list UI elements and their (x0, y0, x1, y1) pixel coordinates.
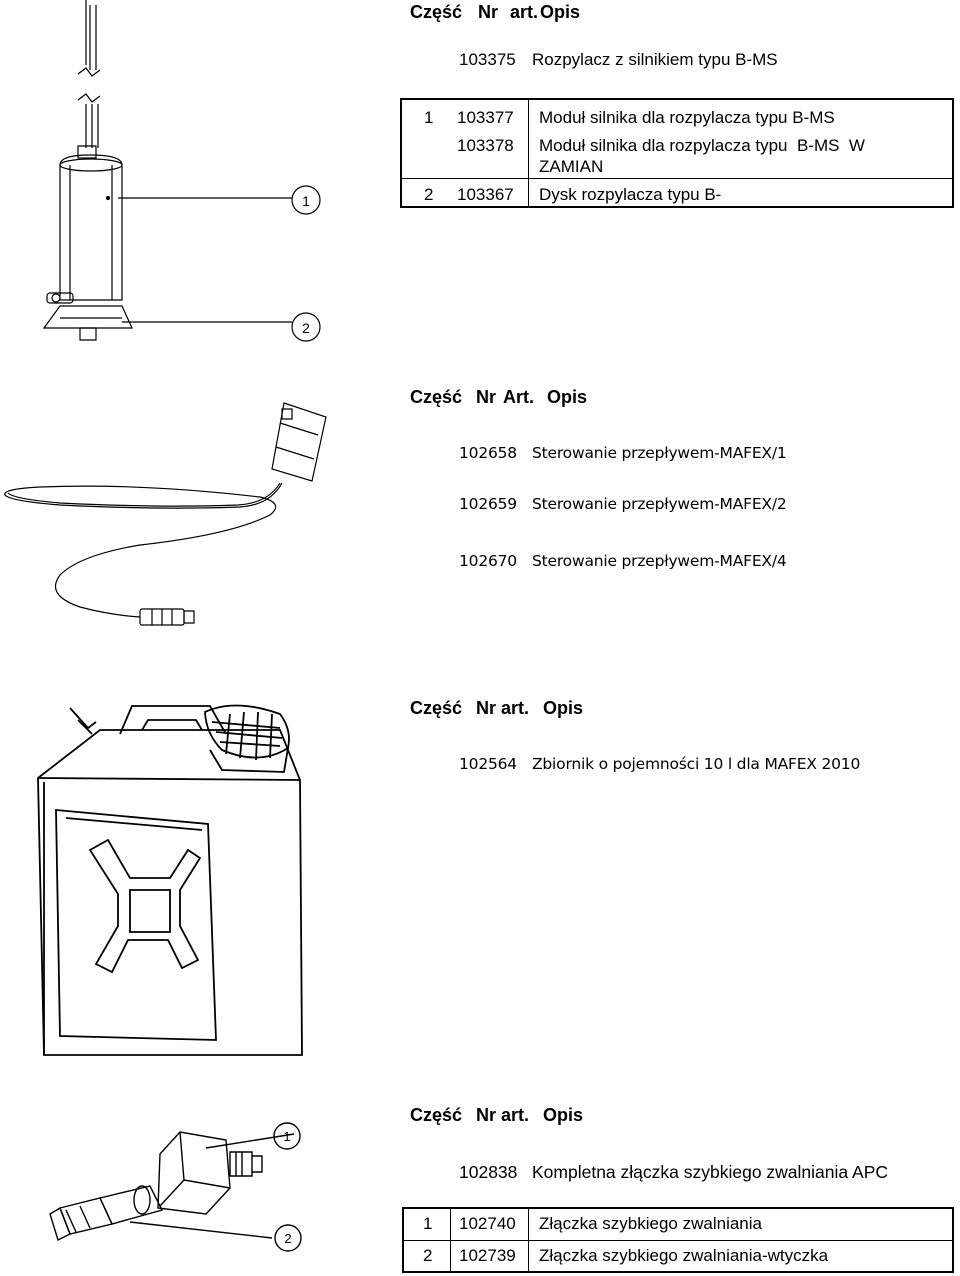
table-row-desc: Moduł silnika dla rozpylacza typu B-MS (539, 108, 835, 127)
table-row-art: 103378 (457, 136, 514, 155)
table-row-art: 102740 (459, 1214, 516, 1233)
header-part: Część (410, 1105, 463, 1125)
jerrycan-drawing (30, 700, 340, 1070)
main-description: Rozpylacz z silnikiem typu B-MS (532, 50, 778, 69)
table-row-desc: Złączka szybkiego zwalniania-wtyczka (539, 1246, 829, 1265)
list-item-desc: Sterowanie przepływem-MAFEX/2 (532, 495, 787, 513)
table-row-part: 2 (424, 185, 434, 204)
list-item-art: 102659 (459, 495, 517, 513)
header-nr: Nr (476, 387, 497, 407)
header-desc: Opis (540, 2, 581, 22)
main-art-number: 102838 (459, 1162, 518, 1182)
header-art: art. (510, 2, 539, 22)
table-row-desc: Złączka szybkiego zwalniania (539, 1214, 762, 1233)
header-part: Część (410, 387, 463, 407)
callout-1-label: 1 (302, 193, 310, 209)
table-row-art: 102739 (459, 1246, 516, 1265)
list-item-desc: Sterowanie przepływem-MAFEX/4 (532, 552, 787, 570)
header-desc: Opis (547, 387, 588, 407)
flow-control-cable-drawing (0, 395, 340, 655)
header-desc: Opis (543, 698, 584, 718)
callout-2-label: 2 (284, 1231, 292, 1246)
table-row-part: 2 (423, 1246, 433, 1265)
header-part: Część (410, 698, 463, 718)
header-nr: Nr (478, 2, 499, 22)
header-nrart: Nr art. (476, 698, 530, 718)
list-item-art: 102564 (459, 755, 517, 773)
header-part: Część (410, 2, 463, 22)
main-description: Kompletna złączka szybkiego zwalniania APC (532, 1162, 889, 1182)
table-row-art: 103377 (457, 108, 514, 127)
table-row-part: 1 (423, 1214, 433, 1233)
sprayer-motor-drawing (0, 0, 340, 345)
header-art: Art. (503, 387, 534, 407)
table-row-art: 103367 (457, 185, 514, 204)
list-item-desc: Sterowanie przepływem-MAFEX/1 (532, 444, 787, 462)
list-item-desc: Zbiornik o pojemności 10 l dla MAFEX 2010 (532, 755, 861, 773)
main-art-number: 103375 (459, 50, 516, 69)
table-row-desc: Dysk rozpylacza typu B- (539, 185, 722, 204)
callout-1-label: 1 (283, 1129, 291, 1144)
table-row-desc-line2: ZAMIAN (539, 157, 604, 176)
header-desc: Opis (543, 1105, 584, 1125)
list-item-art: 102658 (459, 444, 517, 462)
table-row-part: 1 (424, 108, 434, 127)
quick-coupling-drawing (30, 1110, 350, 1270)
callout-2-label: 2 (302, 320, 310, 336)
table-row-desc: Moduł silnika dla rozpylacza typu B-MS W (539, 136, 865, 155)
list-item-art: 102670 (459, 552, 517, 570)
header-nrart: Nr art. (476, 1105, 530, 1125)
